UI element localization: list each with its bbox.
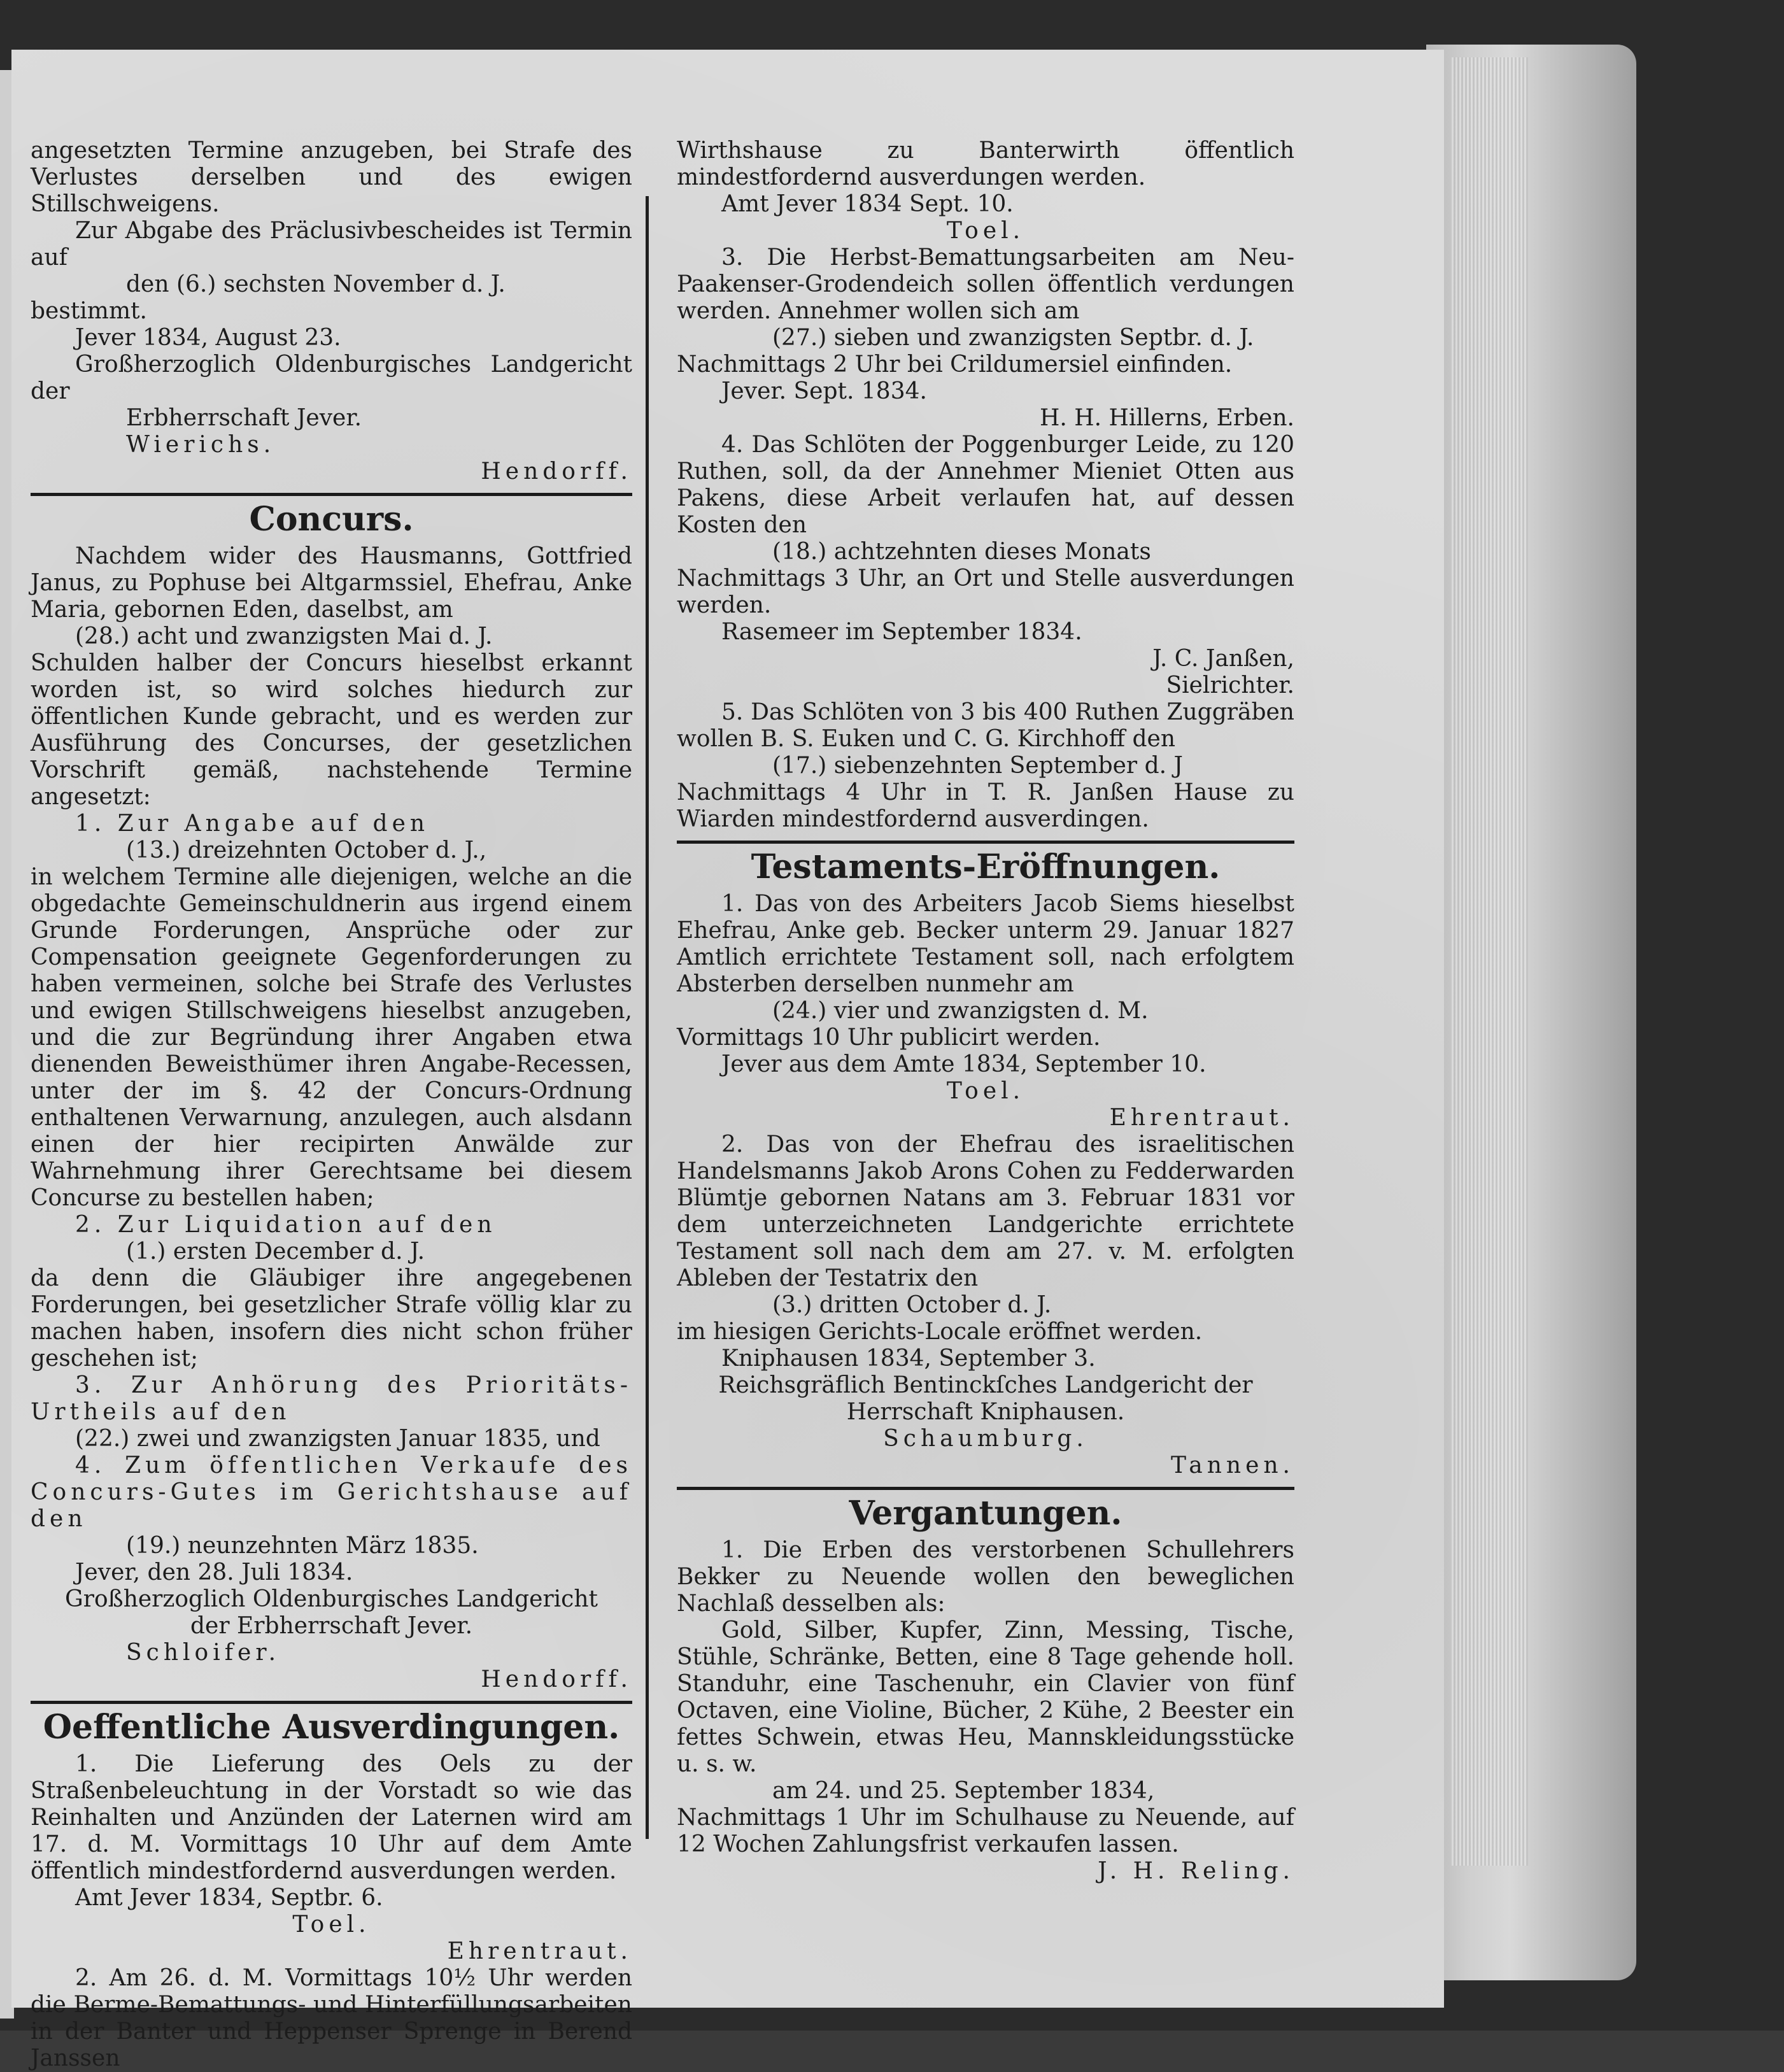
testament-dateline: Kniphausen 1834, September 3. [721, 1345, 1096, 1372]
ausverdingung-dateline: Amt Jever 1834 Sept. 10. [721, 191, 1014, 217]
concurs-date: (28.) acht und zwanzigsten Mai d. J. [75, 623, 493, 649]
signature: Hendorff. [481, 458, 632, 485]
intro-dateline: Jever 1834, August 23. [75, 325, 341, 351]
section-rule [677, 841, 1294, 844]
signature: H. H. Hillerns, Erben. [1039, 405, 1294, 431]
ausverdingung-text: 4. Das Schlöten der Poggenburger Leide, zu 120 Ruthen, soll, da der Annehmer Mieniet Otten aus Pakens, diese Arbeit verlaufen hat, auf dessen Kosten den [677, 432, 1294, 538]
ausverdingung-text: Nachmittags 2 Uhr bei Crildumersiel einfinden. [677, 351, 1233, 378]
section-heading-ausverdingungen: Oeffentliche Ausverdingungen. [43, 1708, 620, 1747]
ausverdingung-text: Wirthshause zu Banterwirth öffentlich mindestfordernd ausverdungen werden. [677, 138, 1294, 190]
concurs-text: in welchem Termine alle diejenigen, welche an die obgedachte Gemeinschuldnerin aus irgend einem Grunde Forderungen, Ansprüche oder zur Compensation geeignete Gegenforderungen zu haben vermeinen, solche bei Strafe des Verlustes und ewigen Stillschweigens hieselbst anzugeben, und die zur Begründung ihrer Angaben etwa dienenden Beweisthümer ihren Angabe-Recessen, unter der im §. 42 der Concurs-Ordnung enthaltenen Verwarnung, anzulegen, auch alsdann einen der hier recipirten Anwälde zur Wahrnehmung ihrer Gerechtsame bei diesem Concurse zu bestellen haben; [31, 864, 632, 1211]
signature: Ehrentraut. [447, 1938, 632, 1964]
section-rule [31, 493, 632, 496]
testament-text: 1. Das von des Arbeiters Jacob Siems hieselbst Ehefrau, Anke geb. Becker unterm 29. Januar 1827 Amtlich errichtete Testament soll, nach erfolgtem Absterben derselben nunmehr am [677, 891, 1294, 997]
intro-court: Erbherrschaft Jever. [126, 405, 362, 431]
signature: J. C. Janßen, [1152, 646, 1294, 672]
signature-title: Sielrichter. [1166, 672, 1294, 699]
book-page-edges [1426, 45, 1636, 1980]
signature: Schaumburg. [883, 1426, 1088, 1452]
section-heading-vergantungen: Vergantungen. [849, 1494, 1122, 1533]
concurs-date: (13.) dreizehnten October d. J., [126, 837, 487, 863]
ausverdingung-date: (18.) achtzehnten dieses Monats [772, 539, 1151, 565]
signature: Tannen. [1171, 1452, 1294, 1479]
testament-text: 2. Das von der Ehefrau des israelitischen Handelsmanns Jakob Arons Cohen zu Fedderwarden Blümtje gebornen Natans am 3. Februar 1831 vor dem unterzeichneten Landgerichte errichtete Testament soll nach dem am 27. v. M. erfolgten Ableben der Testatrix den [677, 1132, 1294, 1291]
signature: Wierichs. [126, 432, 276, 458]
ausverdingung-date: (17.) siebenzehnten September d. J [772, 753, 1183, 779]
concurs-text: Schulden halber der Concurs hieselbst erkannt worden ist, so wird solches hiedurch zur öffentlichen Kunde gebracht, und es werden zur Ausführung des Concurses, der gesetzlichen Vorschrift gemäß, nachstehende Termine angesetzt: [31, 650, 632, 810]
testament-text: im hiesigen Gerichts-Locale eröffnet werden. [677, 1319, 1203, 1345]
concurs-text: da denn die Gläubiger ihre angegebenen Forderungen, bei gesetzlicher Strafe völlig klar zu machen haben, insofern dies nicht schon früher geschehen ist; [31, 1265, 632, 1372]
ausverdingung-text: Nachmittags 4 Uhr in T. R. Janßen Hause zu Wiarden mindestfordernd ausverdingen. [677, 779, 1294, 832]
right-column [677, 138, 1294, 1885]
signature: Toel. [946, 1078, 1025, 1104]
ausverdingung-dateline: Jever. Sept. 1834. [721, 378, 927, 404]
signature: Hendorff. [481, 1666, 632, 1692]
signature: Ehrentraut. [1109, 1105, 1294, 1131]
column-divider [646, 196, 649, 1839]
concurs-text: Nachdem wider des Hausmanns, Gottfried Janus, zu Pophuse bei Altgarmssiel, Ehefrau, Anke Maria, gebornen Eden, daselbst, am [31, 543, 632, 623]
testament-date: (24.) vier und zwanzigsten d. M. [772, 998, 1149, 1024]
intro-text: Zur Abgabe des Präclusivbescheides ist Termin auf [31, 218, 632, 271]
signature: J. H. Reling. [1098, 1858, 1294, 1884]
intro-court: Großherzoglich Oldenburgisches Landgericht der [31, 351, 632, 404]
section-heading-concurs: Concurs. [249, 500, 414, 539]
testament-text: Vormittags 10 Uhr publicirt werden. [677, 1025, 1101, 1051]
ausverdingung-text: Nachmittags 3 Uhr, an Ort und Stelle ausverdungen werden. [677, 565, 1294, 618]
concurs-item: 1. Zur Angabe auf den [75, 811, 430, 837]
concurs-court: Großherzoglich Oldenburgisches Landgericht [65, 1586, 598, 1612]
testament-court: Reichsgräflich Bentinckſches Landgericht der [718, 1372, 1253, 1398]
section-rule [677, 1487, 1294, 1490]
testament-court: Herrschaft Kniphausen. [846, 1399, 1125, 1425]
testament-dateline: Jever aus dem Amte 1834, September 10. [721, 1051, 1207, 1077]
ausverdingung-dateline: Rasemeer im September 1834. [721, 619, 1082, 645]
ausverdingung-date: (27.) sieben und zwanzigsten Septbr. d. J. [772, 325, 1254, 351]
intro-text: bestimmt. [31, 298, 147, 324]
vergantung-text: 1. Die Erben des verstorbenen Schullehrers Bekker zu Neuende wollen den beweglichen Nachlaß desselben als: [677, 1537, 1294, 1617]
signature: Toel. [946, 218, 1025, 244]
ausverdingung-text: 1. Die Lieferung des Oels zu der Straßenbeleuchtung in der Vorstadt so wie das Reinhalten und Anzünden der Laternen wird am 17. d. M. Vormittags 10 Uhr auf dem Amte öffentlich mindestfordernd ausverdungen werden. [31, 1751, 632, 1884]
ausverdingung-dateline: Amt Jever 1834, Septbr. 6. [75, 1885, 383, 1911]
concurs-item: 2. Zur Liquidation auf den [75, 1212, 497, 1238]
section-heading-testaments: Testaments-Eröffnungen. [751, 848, 1221, 886]
vergantung-text: Nachmittags 1 Uhr im Schulhause zu Neuende, auf 12 Wochen Zahlungsfrist verkaufen lassen. [677, 1805, 1294, 1857]
intro-text: angesetzten Termine anzugeben, bei Strafe des Verlustes derselben und des ewigen Stillschweigens. [31, 138, 632, 217]
section-rule [31, 1701, 632, 1704]
concurs-date: (22.) zwei und zwanzigsten Januar 1835, und [75, 1426, 600, 1452]
intro-date: den (6.) sechsten November d. J. [126, 271, 506, 297]
concurs-item: 4. Zum öffentlichen Verkaufe des Concurs-Gutes im Gerichtshause auf den [31, 1452, 632, 1532]
vergantung-items: Gold, Silber, Kupfer, Zinn, Messing, Tische, Stühle, Schränke, Betten, eine 8 Tage gehende holl. Standuhr, eine Taschenuhr, ein Clavier von fünf Octaven, eine Violine, Bücher, 2 Kühe, 2 Beester ein fettes Schwein, etwas Heu, Mannskleidungsstücke u. s. w. [677, 1617, 1294, 1777]
newspaper-page [11, 50, 1444, 2071]
ausverdingung-text: 3. Die Herbst-Bemattungsarbeiten am Neu-Paakenser-Grodendeich sollen öffentlich verdungen werden. Annehmer wollen sich am [677, 245, 1294, 324]
concurs-court: der Erbherrschaft Jever. [190, 1613, 473, 1639]
concurs-item: 3. Zur Anhörung des Prioritäts-Urtheils auf den [31, 1372, 632, 1425]
left-column [31, 138, 632, 2072]
concurs-date: (1.) ersten December d. J. [126, 1238, 425, 1265]
concurs-date: (19.) neunzehnten März 1835. [126, 1533, 479, 1559]
concurs-dateline: Jever, den 28. Juli 1834. [75, 1559, 353, 1586]
testament-date: (3.) dritten October d. J. [772, 1292, 1052, 1318]
ausverdingung-text: 2. Am 26. d. M. Vormittags 10½ Uhr werden die Berme-Bemattungs- und Hinterfüllungsarbeiten in der Banter und Heppenser Sprenge in Berend Janssen [31, 1965, 632, 2071]
ausverdingung-text: 5. Das Schlöten von 3 bis 400 Ruthen Zuggräben wollen B. S. Euken und C. G. Kirchhoff den [677, 699, 1294, 752]
vergantung-date: am 24. und 25. September 1834, [772, 1778, 1155, 1804]
signature: Toel. [292, 1912, 371, 1938]
signature: Schloifer. [126, 1640, 281, 1666]
